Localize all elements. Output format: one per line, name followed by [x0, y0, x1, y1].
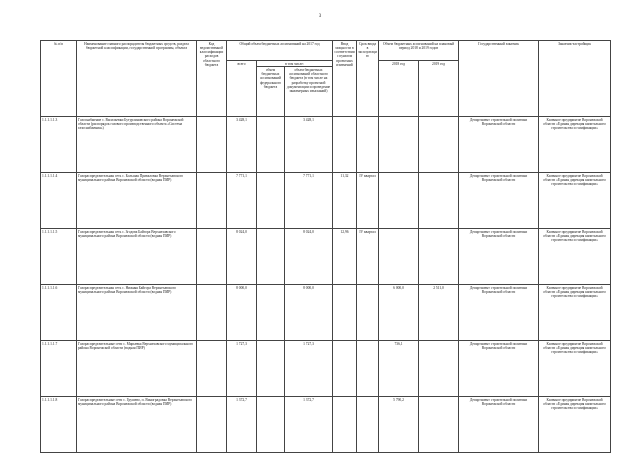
cell-capacity [333, 285, 357, 341]
cell-name: Газораспределительные сети с. Грушево, п. Виноградовка Верхнехавского муниципального района Воронежской области (водная ПИР) [77, 397, 197, 453]
cell-2018 [379, 173, 419, 229]
header-federal: объем бюджетных ассигнований федерального бюджета [257, 67, 285, 117]
cell-total: 7 771,1 [227, 173, 257, 229]
cell-2018: 5 790,2 [379, 397, 419, 453]
cell-deadline [357, 285, 379, 341]
cell-2019 [419, 341, 459, 397]
cell-name: Газоснабжение с. Васильевки Бутурлиновского района Воронежской области (распорядок газового производственного объекта «Система газоснабжения») [77, 117, 197, 173]
cell-regional: 1 372,7 [285, 397, 333, 453]
cell-code [197, 117, 227, 173]
cell-developer: Казенное предприятие Воронежской области «Единая дирекция капитального строительства и газификации» [539, 229, 611, 285]
cell-deadline [357, 341, 379, 397]
cell-num: 1.1.1.1.1.3 [41, 117, 77, 173]
cell-2018: 6 000,0 [379, 285, 419, 341]
cell-developer: Казенное предприятие Воронежской области «Единая дирекция капитального строительства и газификации» [539, 341, 611, 397]
cell-num: 1.1.1.1.1.7 [41, 341, 77, 397]
cell-name: Газораспределительные сети с. Марьевка Верхнехавского муниципального района Воронежской области (водная ПИР) [77, 341, 197, 397]
cell-regional: 1 727,3 [285, 341, 333, 397]
header-name: Наименование главного распорядителя бюджетных средств, раздела бюджетной классификации, государственной программы, объекта [77, 41, 197, 117]
cell-federal [257, 397, 285, 453]
cell-total: 1 372,7 [227, 397, 257, 453]
cell-name: Газораспределительная сеть с. Большая Приваловка Верхнехавского муниципального района Воронежской области (водная ПИР) [77, 173, 197, 229]
cell-federal [257, 285, 285, 341]
cell-federal [257, 341, 285, 397]
cell-2019 [419, 397, 459, 453]
cell-num: 1.1.1.1.1.5 [41, 229, 77, 285]
cell-deadline: IV квартал [357, 229, 379, 285]
cell-deadline [357, 397, 379, 453]
cell-customer: Департамент строительной политики Воронежской области [459, 285, 539, 341]
table-row [41, 341, 611, 397]
table-row [41, 397, 611, 453]
cell-num: 1.1.1.1.1.6 [41, 285, 77, 341]
cell-2018 [379, 117, 419, 173]
cell-total: 1 727,3 [227, 341, 257, 397]
cell-2018: 736,1 [379, 341, 419, 397]
header-including: в том числе: [257, 61, 333, 67]
cell-capacity [333, 117, 357, 173]
cell-total: 8 000,0 [227, 285, 257, 341]
cell-code [197, 341, 227, 397]
cell-customer: Департамент строительной политики Воронежской области [459, 341, 539, 397]
header-2019: 2019 год [419, 61, 459, 117]
header-regional: объем бюджетных ассигнований областного бюджета (в том числе на разработку проектной документации и проведение инженерных изысканий) [285, 67, 333, 117]
header-developer: Заказчик-застройщик [539, 41, 611, 117]
cell-developer: Казенное предприятие Воронежской области «Единая дирекция капитального строительства и газификации» [539, 173, 611, 229]
cell-developer: Казенное предприятие Воронежской области «Единая дирекция капитального строительства и газификации» [539, 117, 611, 173]
header-code: Код ведомственной классификации расходов областного бюджета [197, 41, 227, 117]
header-planned-volume: Объем бюджетных ассигнований на плановый период 2018 и 2019 годов [379, 41, 459, 61]
header-total-volume: Общий объем бюджетных ассигнований на 2017 год [227, 41, 333, 61]
cell-name: Газораспределительная сеть с. Згодова Байгора Верхнехавского муниципального района Воронежской области (водная ПИР) [77, 229, 197, 285]
table-row [41, 229, 611, 285]
cell-2019: 2 511,0 [419, 285, 459, 341]
cell-num: 1.1.1.1.1.8 [41, 397, 77, 453]
cell-capacity [333, 341, 357, 397]
cell-code [197, 173, 227, 229]
cell-capacity: 11,32 [333, 173, 357, 229]
cell-developer: Казенное предприятие Воронежской области «Единая дирекция капитального строительства и газификации» [539, 397, 611, 453]
cell-developer: Казенное предприятие Воронежской области «Единая дирекция капитального строительства и газификации» [539, 285, 611, 341]
cell-num: 1.1.1.1.1.4 [41, 173, 77, 229]
cell-2019 [419, 229, 459, 285]
cell-capacity: 12,96 [333, 229, 357, 285]
cell-customer: Департамент строительной политики Воронежской области [459, 229, 539, 285]
table-row [41, 173, 611, 229]
investment-table [40, 40, 611, 453]
cell-code [197, 397, 227, 453]
cell-code [197, 229, 227, 285]
cell-regional: 8 024,0 [285, 229, 333, 285]
cell-2018 [379, 229, 419, 285]
header-deadline: Срок ввода в эксплуатацию [357, 41, 379, 117]
cell-capacity [333, 397, 357, 453]
cell-federal [257, 117, 285, 173]
cell-total: 8 024,0 [227, 229, 257, 285]
cell-deadline: IV квартал [357, 173, 379, 229]
cell-name: Газораспределительная сеть с. Нижняя Байгора Верхнехавского муниципального района Воронежской области (водная ПИР) [77, 285, 197, 341]
cell-customer: Департамент строительной политики Воронежской области [459, 397, 539, 453]
header-total: всего [227, 61, 257, 117]
header-customer: Государственный заказчик [459, 41, 539, 117]
cell-code [197, 285, 227, 341]
page-number: 3 [318, 14, 322, 19]
header-num: № п/п [41, 41, 77, 117]
cell-2019 [419, 173, 459, 229]
cell-2019 [419, 117, 459, 173]
header-capacity: Ввод мощности в соответствии с пунктом проектных изменений [333, 41, 357, 117]
cell-federal [257, 229, 285, 285]
cell-total: 3 428,1 [227, 117, 257, 173]
table-row [41, 285, 611, 341]
table-row [41, 117, 611, 173]
cell-regional: 7 771,1 [285, 173, 333, 229]
cell-regional: 3 428,1 [285, 117, 333, 173]
cell-deadline [357, 117, 379, 173]
cell-regional: 8 000,0 [285, 285, 333, 341]
cell-federal [257, 173, 285, 229]
cell-customer: Департамент строительной политики Воронежской области [459, 173, 539, 229]
header-2018: 2018 год [379, 61, 419, 117]
cell-customer: Департамент строительной политики Воронежской области [459, 117, 539, 173]
